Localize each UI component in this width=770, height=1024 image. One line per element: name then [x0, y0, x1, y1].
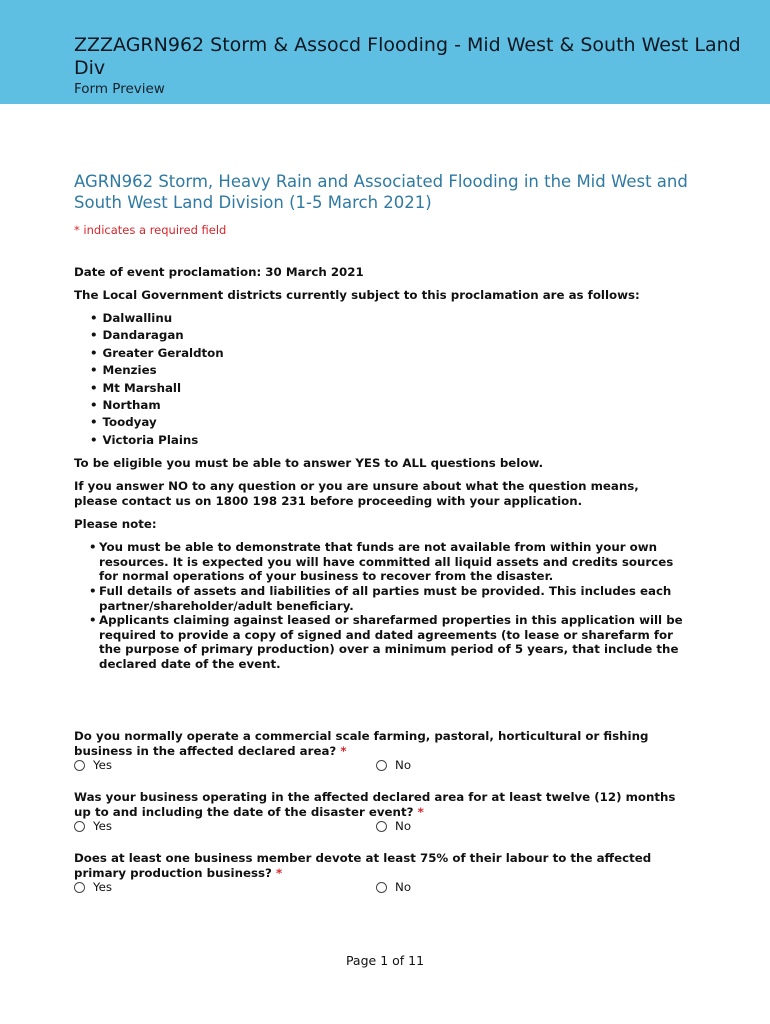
radio-button[interactable] — [376, 821, 387, 832]
question-text: Do you normally operate a commercial scale farming, pastoral, horticultural or fishing business in the affected declared area? — [74, 729, 649, 758]
question-text: Does at least one business member devote at least 75% of their labour to the affected primary production business? — [74, 851, 652, 880]
district-item: • Toodyay — [90, 414, 684, 431]
question-operating-twelve-months — [74, 790, 684, 819]
option-label: No — [395, 880, 412, 894]
required-marker: * — [340, 743, 347, 758]
q3-no-option[interactable] — [376, 880, 411, 894]
radio-button[interactable] — [376, 882, 387, 893]
notes-list — [92, 540, 684, 671]
required-marker: * — [275, 865, 283, 880]
option-label: No — [395, 819, 412, 833]
question-commercial-scale — [74, 729, 684, 758]
q3-yes-option[interactable] — [74, 880, 112, 894]
notes-heading: Please note: — [74, 517, 157, 532]
required-marker: * — [417, 804, 424, 819]
note-item: • You must be able to demonstrate that funds are not available from within your own resources. It is expected you will have committed all liquid assets and credits sources for normal operations of your business to recover from the disaster. — [92, 540, 684, 584]
question-3-options — [74, 880, 494, 896]
question-2-options — [74, 819, 494, 835]
contact-note: If you answer NO to any question or you are unsure about what the question means, please contact us on 1800 198 231 before proceeding with your application. — [74, 479, 639, 509]
radio-button[interactable] — [376, 760, 387, 771]
radio-button[interactable] — [74, 760, 85, 771]
option-label: Yes — [93, 819, 113, 833]
required-field-note: * indicates a required field — [74, 223, 227, 237]
note-item: • Applicants claiming against leased or sharefarmed properties in this application will be required to provide a copy of signed and dated agreements (to lease or sharefarm for the purpose of primary production) over a minimum period of 5 years, that include the declared date of the event. — [92, 613, 684, 671]
district-item: • Victoria Plains — [90, 432, 684, 449]
page-header — [0, 0, 770, 104]
header-subtitle: Form Preview — [74, 81, 165, 97]
option-label: Yes — [93, 880, 113, 894]
header-title: ZZZAGRN962 Storm & Assocd Flooding - Mid West & South West Land Div — [74, 34, 741, 79]
q2-no-option[interactable] — [376, 819, 411, 833]
district-item: • Menzies — [90, 362, 684, 379]
q1-yes-option[interactable] — [74, 758, 112, 772]
page-number: Page 1 of 11 — [345, 953, 425, 968]
districts-list — [90, 310, 684, 449]
question-1-options — [74, 758, 494, 774]
option-label: No — [395, 758, 412, 772]
form-title: AGRN962 Storm, Heavy Rain and Associated Flooding in the Mid West and South West Land Division (1-5 March 2021) — [74, 172, 688, 212]
option-label: Yes — [93, 758, 113, 772]
districts-intro: The Local Government districts currently subject to this proclamation are as follows: — [74, 288, 640, 302]
note-item: • Full details of assets and liabilities of all parties must be provided. This includes each partner/shareholder/adult beneficiary. — [92, 584, 684, 613]
q2-yes-option[interactable] — [74, 819, 112, 833]
event-date: Date of event proclamation: 30 March 2021 — [74, 265, 364, 279]
district-item: • Dandaragan — [90, 327, 684, 344]
district-item: • Dalwallinu — [90, 310, 684, 327]
question-text: Was your business operating in the affected declared area for at least twelve (12) months up to and including the date of the disaster event? — [74, 790, 676, 819]
district-item: • Greater Geraldton — [90, 345, 684, 362]
district-item: • Northam — [90, 397, 684, 414]
form-intro — [74, 265, 684, 672]
district-item: • Mt Marshall — [90, 380, 684, 397]
radio-button[interactable] — [74, 882, 85, 893]
eligibility-note: To be eligible you must be able to answer YES to ALL questions below. — [74, 456, 544, 471]
q1-no-option[interactable] — [376, 758, 411, 772]
question-labour-75-percent — [74, 851, 684, 880]
radio-button[interactable] — [74, 821, 85, 832]
